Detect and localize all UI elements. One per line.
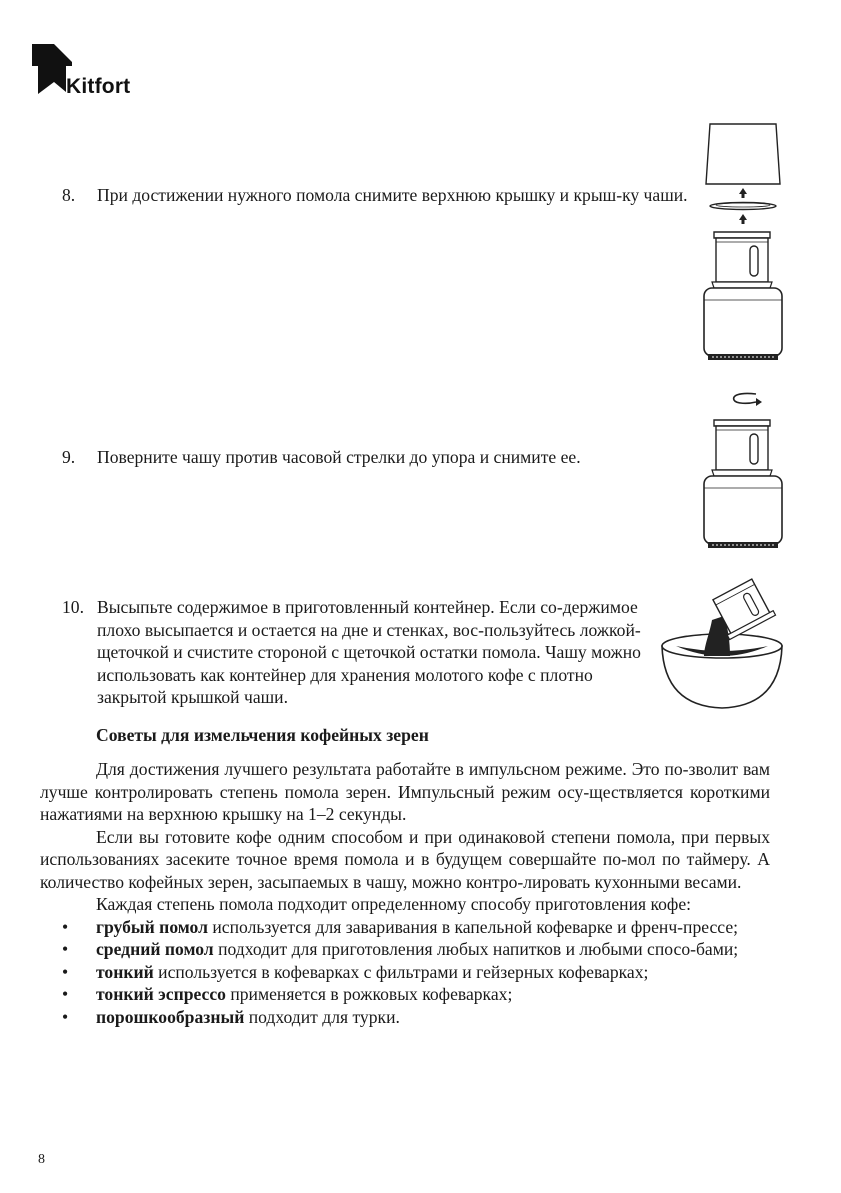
brand-logo: [32, 44, 172, 102]
list-item: [40, 938, 770, 961]
bullet: •: [62, 984, 69, 1004]
grind-level-desc: используется для заваривания в капельной кофеварке и френч-прессе;: [207, 916, 739, 937]
step-number: 10.: [62, 597, 84, 617]
brand-name: Kitfort: [66, 75, 131, 98]
grind-level-desc: подходит для приготовления любых напитков и любыми спосо-бами;: [213, 939, 739, 959]
grind-level-name: тонкий эспрессо: [96, 984, 226, 1004]
step-10: [62, 596, 642, 709]
grind-level-name: тонкий: [96, 961, 154, 982]
bullet: •: [62, 961, 69, 982]
grind-levels-list: [40, 916, 770, 1029]
list-item: [40, 916, 770, 939]
paragraph: Если вы готовите кофе одним способом и при одинаковой степени помола, при первых использованиях засеките точное время помола и в будущем совершайте по-мол по таймеру. А количество кофейных зерен, засыпаемых в чашу, можно контро-лировать кухонными весами.: [40, 826, 770, 892]
paragraph: Для достижения лучшего результата работайте в импульсном режиме. Это по-зволит вам лучше контролировать степень помола зерен. Импульсный режим осу-ществляется короткими нажатиями на верхнюю крышку на 1–2 секунды.: [40, 759, 770, 824]
pour-into-bowl-icon: [660, 576, 785, 716]
step-number: 8.: [62, 185, 76, 205]
bullet: •: [62, 939, 69, 959]
list-item: [40, 1006, 770, 1029]
step-text: При достижении нужного помола снимите верхнюю крышку и крыш-ку чаши.: [97, 185, 688, 205]
grind-level-name: средний помол: [96, 939, 214, 959]
tips-body: [40, 758, 770, 1028]
list-item: [40, 961, 770, 984]
grind-level-desc: подходит для турки.: [244, 1006, 400, 1027]
bullet: •: [62, 916, 69, 937]
grinder-rotate-bowl-icon: [698, 386, 788, 556]
page-number: 8: [38, 1152, 45, 1167]
step-number: 9.: [62, 447, 76, 467]
grind-level-desc: используется в кофеварках с фильтрами и гейзерных кофеварках;: [153, 961, 649, 982]
grind-level-name: грубый помол: [96, 916, 208, 937]
step-8: [62, 184, 702, 207]
grind-level-name: порошкообразный: [96, 1006, 245, 1027]
grinder-disassembly-icon: [698, 122, 788, 368]
step-text: Поверните чашу против часовой стрелки до упора и снимите ее.: [97, 447, 581, 467]
step-9: [62, 446, 702, 469]
bullet: •: [62, 1006, 69, 1027]
grind-level-desc: применяется в рожковых кофеварках;: [225, 984, 513, 1004]
paragraph: Каждая степень помола подходит определенному способу приготовления кофе:: [96, 894, 692, 914]
section-title: Советы для измельчения кофейных зерен: [96, 725, 429, 745]
step-text: Высыпьте содержимое в приготовленный контейнер. Если со-держимое плохо высыпается и остается на дне и стенках, вос-пользуйтесь ложкой-щеточкой и счистите стороной с щеточкой остатки помола. Чашу можно использовать как контейнер для хранения молотого кофе с плотно закрытой крышкой чаши.: [97, 597, 641, 707]
list-item: [40, 983, 770, 1006]
